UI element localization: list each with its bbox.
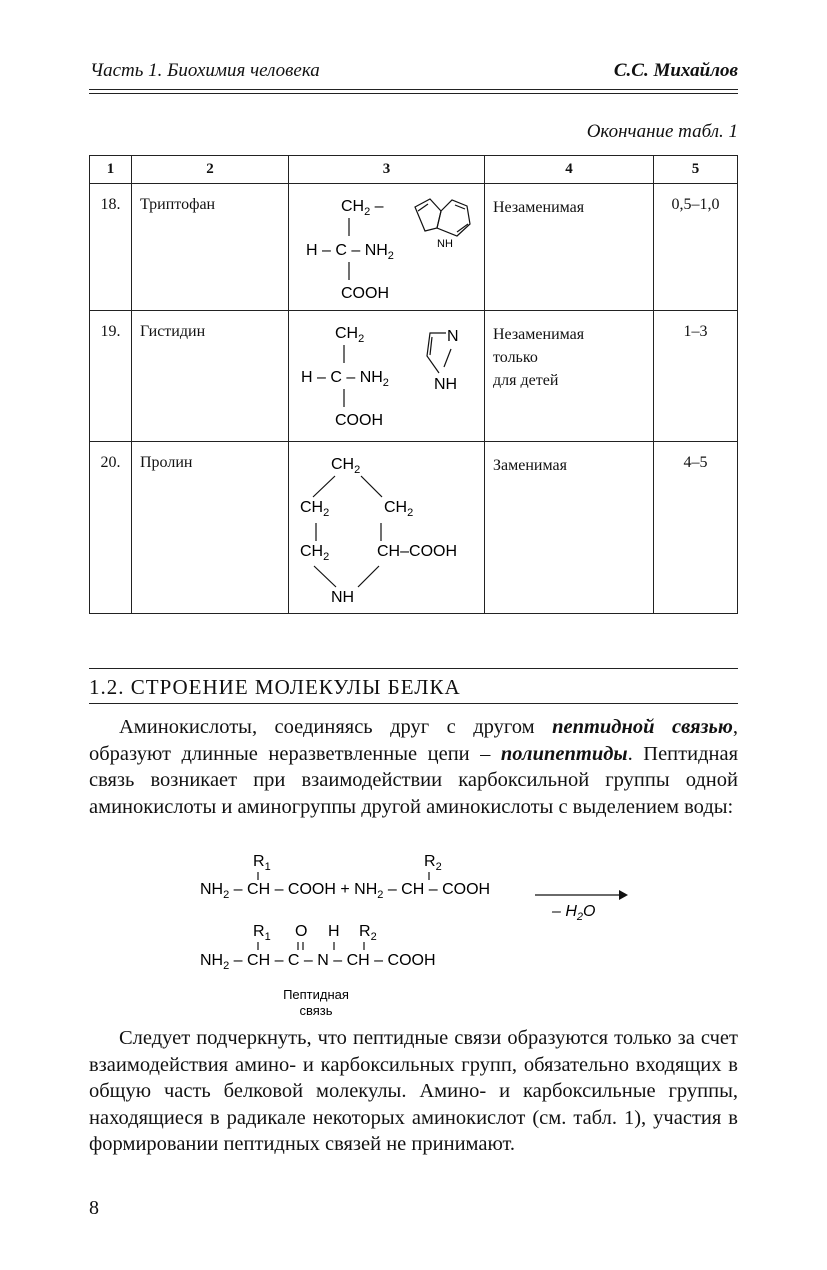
- svg-text:NH: NH: [437, 238, 453, 250]
- reaction-arrow-icon: [535, 890, 628, 900]
- column-header: 5: [654, 156, 738, 184]
- table-caption: Окончание табл. 1: [586, 121, 738, 142]
- section-rule: [89, 703, 738, 704]
- svg-text:R1: $R_1$: [253, 923, 271, 943]
- essentiality-line: для детей: [493, 372, 559, 389]
- svg-text:NH: NH: [434, 376, 458, 393]
- table-row: [90, 311, 738, 442]
- amino-acid-name: Гистидин: [132, 311, 289, 442]
- proline-formula: [289, 442, 484, 612]
- essentiality-line: только: [493, 349, 538, 366]
- svg-text:NH: NH: [331, 589, 355, 606]
- essentiality: Незаменимая: [485, 184, 654, 311]
- section-rule: [89, 668, 738, 669]
- table-header-row: [90, 156, 738, 184]
- daily-requirement: 4–5: [654, 442, 738, 614]
- daily-requirement: 1–3: [654, 311, 738, 442]
- svg-text:O: O: [295, 923, 308, 940]
- svg-text:NH2 – CH – COOH + NH2 – CH – C: $NH_2$ – CH – COOH + $NH_2$ – CH – COOH: [200, 881, 491, 901]
- amino-acid-name: Триптофан: [132, 184, 289, 311]
- svg-text:CH2: $CH_2$: [300, 499, 330, 519]
- structural-formula: [289, 184, 485, 311]
- svg-text:H: H: [328, 923, 340, 940]
- svg-text:NH2 – CH – C – N – CH – COOH: $NH_2$ – CH – C – N – CH – COOH: [200, 952, 436, 972]
- svg-text:CH–COOH: CH–COOH: [377, 543, 458, 560]
- svg-text:– H2O: – $H_2O$: [552, 903, 596, 923]
- running-header-left: Часть 1. Биохимия человека: [90, 60, 320, 81]
- running-header-author: С.С. Михайлов: [613, 60, 738, 81]
- svg-text:COOH: COOH: [335, 412, 383, 429]
- structural-formula: [289, 442, 485, 614]
- svg-text:CH2: $CH_2$: [300, 543, 330, 563]
- column-header: 3: [289, 156, 485, 184]
- page-number: 8: [89, 1197, 99, 1219]
- column-header: 4: [485, 156, 654, 184]
- svg-text:H – C – NH2: H – C – $NH_2$: [306, 242, 394, 262]
- peptide-bond-label: связь: [299, 1003, 333, 1018]
- peptide-bond-reaction: [195, 850, 635, 1020]
- column-header: 1: [90, 156, 132, 184]
- section-title: 1.2. СТРОЕНИЕ МОЛЕКУЛЫ БЕЛКА: [89, 675, 461, 699]
- table-row: [90, 442, 738, 614]
- term-peptide-bond: пептидной связью: [552, 716, 733, 738]
- histidine-formula: [289, 311, 484, 440]
- amino-acid-name: Пролин: [132, 442, 289, 614]
- paragraph: Аминокислоты, соединяясь друг с другом пептидной связью, образуют длинные неразветвленные цепи – полипептиды. Пептидная связь возникает при взаимодействии карбоксильной группы одной аминокислоты и аминогруппы другой аминокислоты с выделением воды:: [89, 716, 738, 818]
- table-row: [90, 184, 738, 311]
- header-rule: [89, 93, 738, 94]
- paragraph: Следует подчеркнуть, что пептидные связи образуются только за счет взаимодействия амино- и карбоксильных групп, обязательно входящих в общую часть белковой молекулы. Амино- и карбоксильные группы, находящиеся в радикале некоторых аминокислот (см. табл. 1), участия в формировании пептидных связей не принимают.: [89, 1027, 738, 1155]
- essentiality: [485, 311, 654, 442]
- svg-text:R2: $R_2$: [424, 853, 442, 873]
- header-rule: [89, 89, 738, 90]
- essentiality-line: Незаменимая: [493, 326, 585, 343]
- svg-text:CH2: $CH_2$: [384, 499, 414, 519]
- row-number: 18.: [90, 184, 132, 311]
- peptide-bond-label: Пептидная: [283, 987, 349, 1002]
- svg-text:R2: $R_2$: [359, 923, 377, 943]
- essentiality: Заменимая: [485, 442, 654, 614]
- column-header: 2: [132, 156, 289, 184]
- daily-requirement: 0,5–1,0: [654, 184, 738, 311]
- indole-ring-icon: [415, 199, 470, 236]
- svg-text:CH2 –: $CH_2$ –: [341, 198, 384, 218]
- row-number: 19.: [90, 311, 132, 442]
- term-polypeptides: полипептиды: [500, 742, 628, 765]
- svg-text:CH2: $CH_2$: [331, 456, 361, 476]
- structural-formula: [289, 311, 485, 442]
- svg-text:H – C – NH2: H – C – $NH_2$: [301, 369, 389, 389]
- svg-text:N: N: [447, 328, 459, 345]
- svg-text:COOH: COOH: [341, 285, 389, 302]
- amino-acid-table: [89, 155, 738, 614]
- svg-text:CH2: $CH_2$: [335, 325, 365, 345]
- row-number: 20.: [90, 442, 132, 614]
- tryptophan-formula: [289, 184, 484, 309]
- svg-text:R1: $R_1$: [253, 853, 271, 873]
